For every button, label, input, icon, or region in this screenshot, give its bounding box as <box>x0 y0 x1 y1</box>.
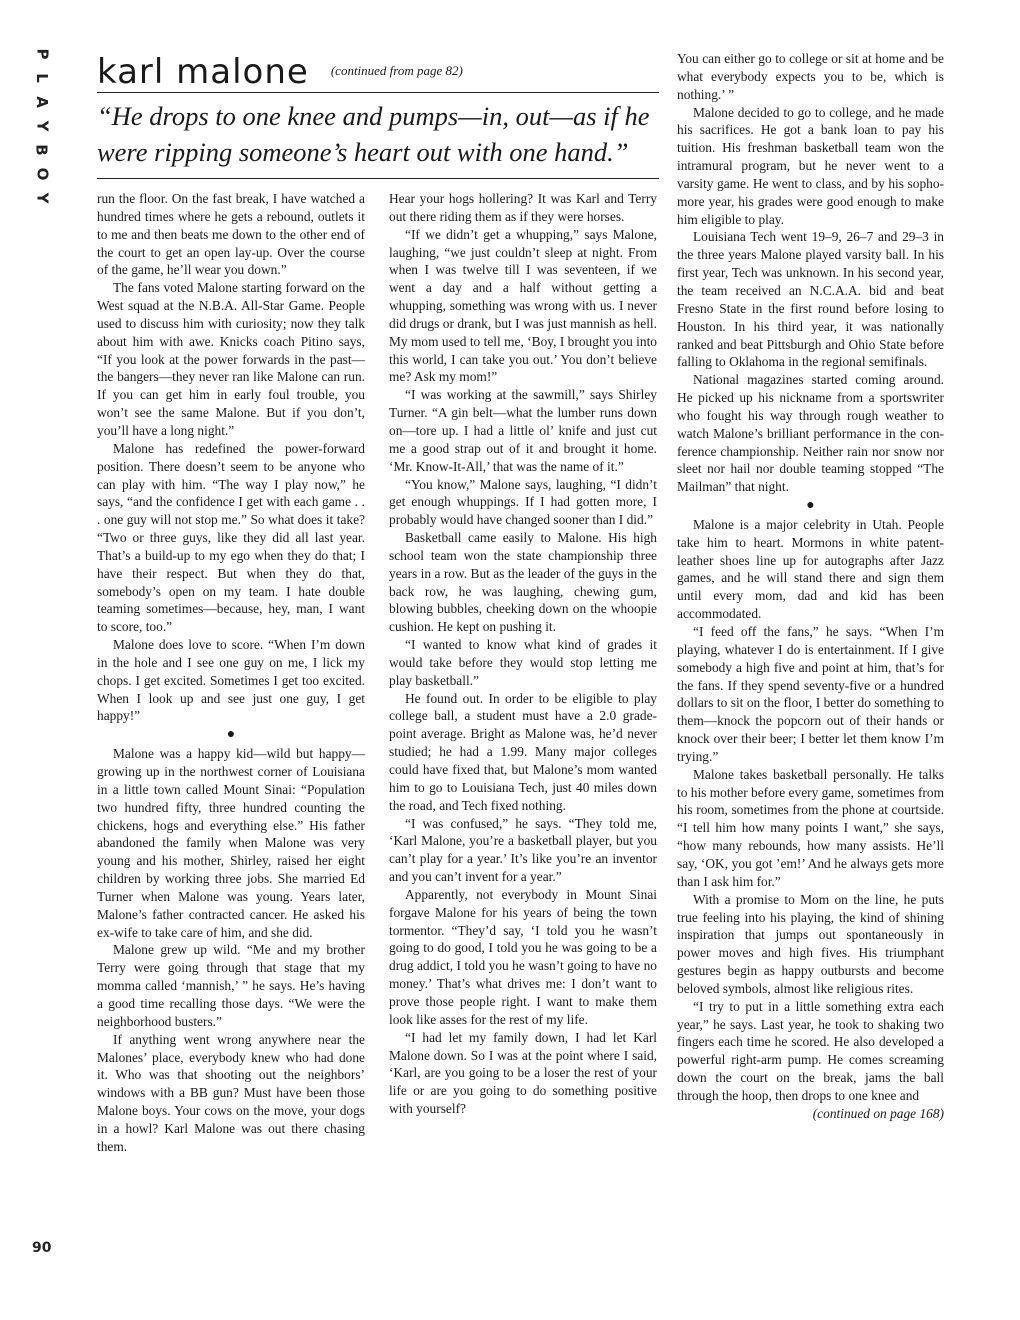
continued-on-note: (continued on page 168) <box>812 1105 944 1121</box>
article-title: karl malone <box>97 52 309 92</box>
paragraph: Hear your hogs hollering? It was Karl and Terry out there riding them as if they were horses. <box>389 191 657 224</box>
section-break-dot: ● <box>226 727 236 743</box>
paragraph: Basketball came easily to Malone. His high school team won the state championship three years in a row. But as the leader of the guys in the back row, he was laughing, chewing gum, blowing bubbles, cheeking down on the whoopie cushion. He kept on pushing it. <box>389 530 657 635</box>
magazine-letter: B <box>33 144 51 156</box>
magazine-letter: A <box>32 96 51 108</box>
paragraph: Malone decided to go to college, and he made his sacrifices. He got a bank loan to pay his tuition. His freshman basketball team won the intramural program, but he never went to a varsity game. He went to class, and by his sophomore year, his grades were good enough to make him eligible to play. <box>677 104 944 227</box>
paragraph: “I feed off the fans,” he says. “When I’m playing, whatever I do is entertainment. If I give somebody a high five and point at him, that’s for the fans. If they spend seventy-five or a hundred dollars to sit on the floor, I better do something to them—knock the popcorn out of their hands or knock over their beer; I better let them know I’m trying.” <box>677 624 944 764</box>
paragraph: Malone grew up wild. “Me and my brother Terry were going through that stage that my momma called ‘mannish,’ ” he says. He’s having a good time recalling those days. “We were the neighborhood busters.” <box>97 942 365 1029</box>
paragraph: Malone was a happy kid—wild but happy—growing up in the northwest corner of Louisiana in a little town called Mount Sinai: “Population two hundred fifty, three hundred counting the chickens, hogs and everything else.” His father abandoned the family when Malone was very young and his mother, Shirley, raised her eight children by working three jobs. She married Ed Turner when Malone was young. Years later, Malone’s father contracted cancer. He asked his ex-wife to take care of him, and she did. <box>97 746 365 940</box>
text-column-3 <box>677 50 944 1123</box>
paragraph: The fans voted Malone starting forward on the West squad at the N.B.A. All-Star Game. People used to discuss him with curiosity; now they talk about him with awe. Knicks coach Pitino says, “If you look at the power forwards in the past—the bangers—they never ran like Malone can run. If you can get him in early foul trouble, you won’t see the same Malone. But if you don’t, you’ll have a long night.” <box>97 280 365 438</box>
magazine-letter: Y <box>33 120 51 132</box>
paragraph: Malone takes basketball personally. He talks to his mother before every game, sometimes from his room, sometimes from the phone at courtside. “I tell him how many points I want,” she says, “how many rebounds, how many assists. He’ll say, ‘OK, you got ’em!’ And he always gets more than I ask him for.” <box>677 766 944 889</box>
paragraph: “I wanted to know what kind of grades it would take before they would stop letting me play basketball.” <box>389 637 657 688</box>
paragraph: Malone does love to score. “When I’m down in the hole and I see one guy on me, I lick my chops. I get excited. Sometimes I get too excited. When I look up and see just one guy, I get happy!” <box>97 637 365 724</box>
section-break-dot: ● <box>806 498 815 514</box>
magazine-letter: P <box>33 48 51 60</box>
paragraph: Louisiana Tech went 19–9, 26–7 and 29–3 in the three years Malone played varsity ball. In his first year, Tech was unknown. In his second year, the team received an N.C.A.A. bid and beat Fresno State in the first round before losing to Houston. In his third year, it was nationally ranked and beat Pittsburgh and Ohio State before falling to Oklahoma in the regional semifinals. <box>677 229 944 370</box>
magazine-vertical-title <box>30 42 54 210</box>
paragraph: “I was confused,” he says. “They told me, ‘Karl Malone, you’re a basketball player, but you can’t play for a year.’ It’s like you’re an inventor and you can’t invent for a year.” <box>389 815 657 885</box>
paragraph: You can either go to college or sit at home and be what everybody expects you to be, which is nothing.’ ” <box>677 51 944 102</box>
article-header <box>97 52 659 92</box>
pull-quote: “He drops to one knee and pumps—in, out—as if he were ripping someone’s heart out with one hand.” <box>97 101 650 167</box>
paragraph: If anything went wrong anywhere near the Malones’ place, everybody knew who had done it. Who was that shooting out the neighbors’ windows with a BB gun? Must have been those Malone boys. Your cows on the move, your dogs in a howl? Karl Malone was out there chasing them. <box>97 1031 365 1154</box>
magazine-letter: O <box>32 167 51 181</box>
paragraph: “If we didn’t get a whupping,” says Malone, laughing, “we just couldn’t sleep at night. From when I was twelve till I was seventeen, if we went a day and a half without getting a whupping, something was wrong with us. I never did drugs or drank, but I was just mannish as hell. My mom used to tell me, ‘Boy, I brought you into this world, I can take you out.’ You don’t believe me? Ask my mom!” <box>389 226 657 385</box>
paragraph: “I was working at the sawmill,” says Shirley Turner. “A gin belt—what the lumber runs down on—tore up. I had a little ol’ knife and just cut me a good strap out of it and brought it home. ‘Mr. Know-It-All,’ that was the name of it.” <box>389 387 657 474</box>
paragraph: “I try to put in a little something extra each year,” he says. Last year, he took to shaking two fingers each time he scored. He also developed a powerful right-arm pump. He comes screaming down the court on the break, jams the ball through the hoop, then drops to one knee and <box>677 998 944 1103</box>
magazine-letter: L <box>33 73 51 83</box>
paragraph: Malone has redefined the power-forward position. There doesn’t seem to be anyone who can play with him. “The way I play now,” he says, “and the confidence I get with each game . . . one guy will not stop me.” So what does it take? “Two or three guys, like they did all last year. That’s a build-up to my ego when they do that; I have their respect. But when they do that, somebody’s open on my team. I hate double teaming sometimes—because, hey, man, I want to score, too.” <box>97 440 365 635</box>
header-rule-bottom <box>97 178 659 179</box>
paragraph: “I had let my family down, I had let Karl Malone down. So I was at the point where I said, ‘Karl, are you going to be a loser the rest of your life or are you going to do something positive with yourself? <box>389 1029 657 1117</box>
paragraph: With a promise to Mom on the line, he puts true feeling into his playing, the kind of shining inspiration that jumps out spontaneously in power moves and high fives. His triumphant gestures begin as happy outbursts and become beloved symbols, almost like religious rites. <box>677 891 944 996</box>
paragraph: Apparently, not everybody in Mount Sinai forgave Malone for his years of being the town tormentor. “They’d say, ‘I told you he wasn’t going to do good, I told you he was going to be a drug addict, I told you he wasn’t going to have no money.’ That’s what drives me: I don’t want to prove those people right. I want to make them look like asses for the rest of my life. <box>389 886 657 1027</box>
paragraph: He found out. In order to be eligible to play college ball, a student must have a 2.0 grade-point average. Bright as Malone was, he’d never studied; he had a 1.99. Many major colleges could have fixed that, but Malone’s mom wanted him to go to Louisiana Tech, just 40 miles down the road, and Tech fixed nothing. <box>389 690 657 813</box>
text-column-1 <box>97 190 365 1156</box>
paragraph: run the floor. On the fast break, I have watched a hundred times where he gets a rebound, outlets it to me and then beats me down to the other end of the court to get an open lay-up. Over the course of the game, he’ll wear you down.” <box>97 191 365 278</box>
magazine-letter: Y <box>33 192 51 204</box>
page-number: 90 <box>32 1240 52 1256</box>
text-column-2 <box>389 190 657 1118</box>
paragraph: “You know,” Malone says, laughing, “I didn’t get enough whuppings. If I had gotten more, I probably would have changed sooner than I did.” <box>389 476 657 528</box>
continued-from-note: (continued from page 82) <box>330 63 463 78</box>
paragraph: National magazines started coming around. He picked up his nickname from a sportswriter who fought his way through rough weather to watch Malone’s brilliant performance in the conference championship. Neither rain nor snow nor sleet nor hail nor double teaming stopped “The Mailman” that night. <box>677 372 944 495</box>
paragraph: Malone is a major celebrity in Utah. People take him to heart. Mormons in white patent-leather shoes line up for autographs after Jazz games, and he will stand there and sign them until every mom, dad and kid has been accommodated. <box>677 516 944 622</box>
header-rule-top <box>97 92 659 93</box>
